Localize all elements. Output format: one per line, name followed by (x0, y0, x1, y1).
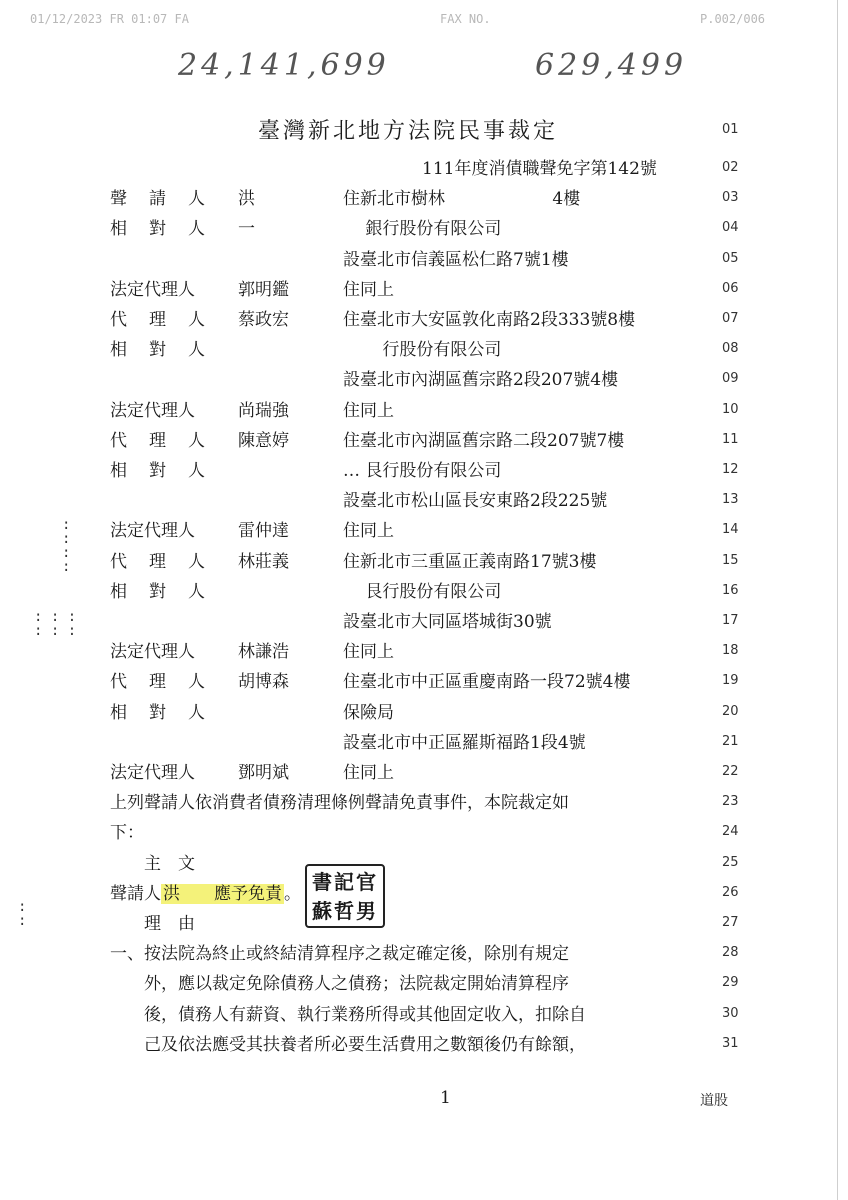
party-address: 住同上 (343, 279, 394, 300)
line-number: 16 (722, 582, 739, 598)
party-address: 保險局 (343, 702, 394, 723)
line-number: 02 (722, 160, 739, 175)
party-name: 一 (238, 219, 255, 240)
party-role: 相對人 (110, 219, 227, 240)
party-line (0, 758, 848, 788)
body-text: 外，應以裁定免除債務人之債務；法院裁定開始清算程序 (110, 974, 569, 995)
line-number: 17 (722, 613, 739, 628)
party-line (0, 667, 848, 697)
party-line (0, 486, 848, 516)
party-name: 尚瑞強 (238, 400, 289, 421)
body-text: 己及依法應受其扶養者所必要生活費用之數額後仍有餘額， (110, 1034, 586, 1055)
party-name: 雷仲達 (238, 521, 289, 542)
body-text: 上列聲請人依消費者債務清理條例聲請免責事件，本院裁定如 (110, 793, 569, 814)
document-title: 臺灣新北地方法院民事裁定 (258, 119, 559, 144)
party-role: 法定代理人 (110, 400, 195, 421)
body-line (0, 818, 848, 848)
line-number: 11 (722, 431, 739, 447)
fax-header-left: 01/12/2023 FR 01:07 FA (30, 12, 189, 26)
line-number: 10 (722, 401, 739, 417)
seal-line-2: 蘇哲男 (312, 899, 378, 923)
line-number: 08 (722, 341, 739, 357)
line-number: 07 (722, 311, 739, 326)
fax-header-center: FAX NO. (440, 12, 491, 26)
party-line (0, 637, 848, 667)
party-role: 代理人 (110, 310, 227, 330)
party-address: 住同上 (343, 642, 394, 663)
party-address: 住臺北市大安區敦化南路2段333號8樓 (343, 310, 636, 330)
body-text-pre: 聲請人 (110, 883, 161, 904)
line-number: 04 (722, 220, 739, 236)
party-address: 設臺北市松山區長安東路2段225號 (343, 491, 608, 512)
party-address: 住同上 (343, 763, 394, 783)
body-line (0, 879, 848, 909)
party-address: 設臺北市大同區塔城街30號 (343, 612, 552, 632)
party-line (0, 154, 848, 184)
party-line (0, 245, 848, 275)
party-address: 設臺北市中正區羅斯福路1段4號 (343, 732, 586, 753)
case-number: 111年度消債職聲免字第142號 (422, 159, 657, 179)
party-role: 相對人 (110, 461, 227, 481)
party-line (0, 607, 848, 637)
party-address: 設臺北市信義區松仁路7號1樓 (343, 249, 569, 270)
party-role: 相對人 (110, 340, 227, 361)
party-role: 聲請人 (110, 189, 227, 210)
body-text: 後，債務人有薪資、執行業務所得或其他固定收入，扣除自 (110, 1004, 586, 1025)
line-number: 05 (722, 250, 739, 266)
party-name: 陳意婷 (238, 430, 289, 451)
party-line (0, 426, 848, 456)
body-line (0, 788, 848, 818)
line-number: 15 (722, 552, 739, 568)
handwritten-amount-right: 629,499 (535, 48, 688, 83)
party-role: 相對人 (110, 581, 227, 602)
party-name: 林莊義 (238, 551, 289, 572)
party-role: 代理人 (110, 430, 227, 451)
party-address: 住臺北市內湖區舊宗路二段207號7樓 (343, 430, 625, 451)
line-number: 13 (722, 492, 739, 508)
party-role: 法定代理人 (110, 279, 195, 300)
line-number: 31 (722, 1035, 739, 1051)
division-mark: 道股 (700, 1093, 728, 1109)
party-line (0, 516, 848, 546)
seal-line-1: 書記官 (312, 870, 378, 894)
party-role: 法定代理人 (110, 521, 195, 542)
party-line (0, 396, 848, 426)
party-address: 住同上 (343, 521, 394, 542)
line-number: 09 (722, 371, 739, 387)
line-number: 22 (722, 764, 739, 779)
punch-marks-bottom: : : (18, 899, 27, 929)
party-address: 艮行股份有限公司 (343, 581, 502, 602)
line-number: 19 (722, 673, 739, 689)
page-number: 1 (440, 1088, 451, 1108)
body-text: 理 由 (110, 914, 195, 934)
party-line (0, 214, 848, 244)
party-name: 洪 (238, 189, 255, 210)
body-line (0, 939, 848, 969)
party-address: 銀行股份有限公司 (343, 219, 502, 240)
party-address: 住新北市樹林 4樓 (343, 189, 581, 210)
line-number: 27 (722, 915, 739, 930)
body-line (0, 1030, 848, 1060)
party-name: 蔡政宏 (238, 310, 289, 330)
party-address: … 艮行股份有限公司 (343, 461, 502, 481)
party-line (0, 456, 848, 486)
fax-header-right: P.002/006 (700, 12, 766, 26)
party-line (0, 365, 848, 395)
party-name: 胡博森 (238, 672, 289, 693)
party-name: 林謙浩 (238, 642, 289, 663)
body-text-post: 。 (284, 883, 301, 904)
line-number: 20 (722, 703, 739, 719)
party-line (0, 335, 848, 365)
punch-marks-middle: : : : : : : (34, 609, 77, 639)
party-role: 代理人 (110, 672, 227, 693)
highlighted-ruling: 洪 應予免責 (163, 883, 282, 904)
line-number: 03 (722, 190, 739, 206)
line-number: 12 (722, 462, 739, 477)
line-number: 01 (722, 122, 739, 137)
punch-marks-top: : : : : (62, 517, 71, 575)
body-text: 下： (110, 823, 144, 844)
line-number: 06 (722, 280, 739, 296)
line-number: 14 (722, 522, 739, 538)
line-number: 24 (722, 824, 739, 840)
clerk-seal (305, 864, 385, 928)
fax-header (0, 12, 848, 32)
party-line (0, 184, 848, 214)
party-name: 郭明鑑 (238, 279, 289, 300)
line-number: 18 (722, 643, 739, 659)
party-role: 法定代理人 (110, 763, 195, 783)
party-address: 住同上 (343, 400, 394, 421)
body-line (0, 969, 848, 999)
body-line (0, 909, 848, 939)
body-text (110, 879, 301, 904)
party-line (0, 577, 848, 607)
body-text: 一、按法院為終止或終結清算程序之裁定確定後，除別有規定 (110, 944, 569, 965)
party-role: 代理人 (110, 551, 227, 572)
party-role: 法定代理人 (110, 642, 195, 663)
party-line (0, 728, 848, 758)
party-address: 住臺北市中正區重慶南路一段72號4樓 (343, 672, 631, 693)
party-name: 鄧明斌 (238, 763, 289, 783)
body-text: 主 文 (110, 853, 195, 874)
party-address: 行股份有限公司 (343, 340, 502, 361)
line-number: 26 (722, 884, 739, 900)
line-number: 25 (722, 854, 739, 870)
line-number: 21 (722, 733, 739, 749)
party-address: 設臺北市內湖區舊宗路2段207號4樓 (343, 370, 619, 391)
party-line (0, 698, 848, 728)
handwritten-amount-left: 24,141,699 (178, 48, 390, 83)
party-line (0, 547, 848, 577)
line-number: 23 (722, 794, 739, 810)
line-number: 30 (722, 1005, 739, 1021)
party-line (0, 305, 848, 335)
party-line (0, 275, 848, 305)
party-role: 相對人 (110, 702, 227, 723)
body-line (0, 1000, 848, 1030)
party-address: 住新北市三重區正義南路17號3樓 (343, 551, 597, 572)
line-number: 29 (722, 975, 739, 991)
line-number: 28 (722, 945, 739, 961)
body-line (0, 849, 848, 879)
